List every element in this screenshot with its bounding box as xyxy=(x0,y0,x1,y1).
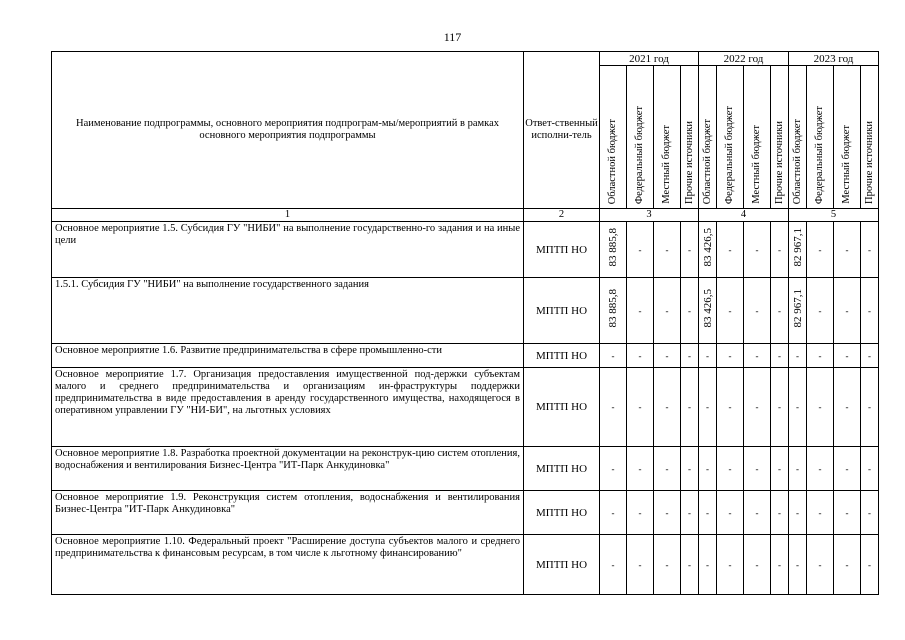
empty-value: - xyxy=(699,368,717,447)
source-header xyxy=(600,66,627,209)
empty-value: - xyxy=(807,491,834,535)
budget-value-cell xyxy=(600,278,627,344)
empty-value: - xyxy=(600,535,627,595)
empty-value: - xyxy=(834,368,861,447)
budget-value-cell xyxy=(699,222,717,278)
empty-value: - xyxy=(681,222,699,278)
measure-name: Основное мероприятие 1.7. Организация предоставления имущественной под-держки субъектам малого и среднего предпринимательства и организациям ин-фраструктуры поддержки предпринимательства в виде предоставления в аренду государственного имущества, находящегося в оперативном управлении ГУ "НИ-БИ", на льготных условиях xyxy=(52,368,524,447)
table-row xyxy=(52,344,879,368)
empty-value: - xyxy=(807,368,834,447)
source-header xyxy=(699,66,717,209)
empty-value: - xyxy=(681,491,699,535)
budget-value-cell xyxy=(789,278,807,344)
header-responsible: Ответ-ственный исполни-тель xyxy=(524,52,600,209)
budget-value: 83 426,5 xyxy=(701,228,714,267)
empty-value: - xyxy=(654,222,681,278)
empty-value: - xyxy=(807,278,834,344)
page-number: 117 xyxy=(443,30,462,44)
empty-value: - xyxy=(861,491,879,535)
empty-value: - xyxy=(771,344,789,368)
empty-value: - xyxy=(744,344,771,368)
source-header xyxy=(861,66,879,209)
col-number: 4 xyxy=(699,209,789,222)
empty-value: - xyxy=(681,447,699,491)
empty-value: - xyxy=(681,278,699,344)
source-header xyxy=(681,66,699,209)
empty-value: - xyxy=(771,447,789,491)
empty-value: - xyxy=(789,535,807,595)
empty-value: - xyxy=(789,368,807,447)
empty-value: - xyxy=(654,278,681,344)
empty-value: - xyxy=(744,278,771,344)
source-label: Федеральный бюджет xyxy=(724,105,735,204)
empty-value: - xyxy=(861,368,879,447)
empty-value: - xyxy=(744,491,771,535)
empty-value: - xyxy=(654,368,681,447)
table-row xyxy=(52,278,879,344)
table-row xyxy=(52,222,879,278)
col-number: 1 xyxy=(52,209,524,222)
measure-name: Основное мероприятие 1.10. Федеральный проект "Расширение доступа субъектов малого и среднего предпринимательства к финансовым ресурсам, в том числе к льготному финансированию" xyxy=(52,535,524,595)
empty-value: - xyxy=(744,535,771,595)
empty-value: - xyxy=(600,491,627,535)
source-header xyxy=(627,66,654,209)
source-label: Местный бюджет xyxy=(841,125,852,204)
empty-value: - xyxy=(600,368,627,447)
empty-value: - xyxy=(717,278,744,344)
source-label: Областной бюджет xyxy=(701,118,713,204)
source-label: Прочие источники xyxy=(863,121,875,204)
responsible-executor: МПТП НО xyxy=(524,491,600,535)
empty-value: - xyxy=(771,535,789,595)
empty-value: - xyxy=(834,491,861,535)
empty-value: - xyxy=(717,368,744,447)
empty-value: - xyxy=(861,447,879,491)
responsible-executor: МПТП НО xyxy=(524,368,600,447)
empty-value: - xyxy=(681,344,699,368)
empty-value: - xyxy=(717,447,744,491)
year-2023: 2023 год xyxy=(789,52,879,66)
empty-value: - xyxy=(834,535,861,595)
table-row xyxy=(52,368,879,447)
col-number: 3 xyxy=(600,209,699,222)
empty-value: - xyxy=(789,344,807,368)
empty-value: - xyxy=(771,368,789,447)
empty-value: - xyxy=(699,535,717,595)
empty-value: - xyxy=(627,535,654,595)
measure-name: Основное мероприятие 1.8. Разработка проектной документации на реконструк-цию систем отопления, водоснабжения и вентилирования Бизнес-Центра "ИТ-Парк Анкудиновка" xyxy=(52,447,524,491)
empty-value: - xyxy=(681,368,699,447)
empty-value: - xyxy=(600,344,627,368)
empty-value: - xyxy=(699,447,717,491)
empty-value: - xyxy=(699,344,717,368)
budget-value-cell xyxy=(600,222,627,278)
empty-value: - xyxy=(681,535,699,595)
empty-value: - xyxy=(861,344,879,368)
empty-value: - xyxy=(699,491,717,535)
col-number: 2 xyxy=(524,209,600,222)
empty-value: - xyxy=(654,344,681,368)
source-header xyxy=(807,66,834,209)
budget-value-cell xyxy=(789,222,807,278)
empty-value: - xyxy=(807,535,834,595)
source-label: Областной бюджет xyxy=(791,118,803,204)
col-number: 5 xyxy=(789,209,879,222)
responsible-executor: МПТП НО xyxy=(524,222,600,278)
responsible-executor: МПТП НО xyxy=(524,535,600,595)
empty-value: - xyxy=(654,491,681,535)
source-label: Федеральный бюджет xyxy=(634,105,645,204)
empty-value: - xyxy=(717,222,744,278)
empty-value: - xyxy=(861,535,879,595)
budget-value: 82 967,1 xyxy=(791,289,804,328)
header-name: Наименование подпрограммы, основного мероприятия подпрограм-мы/мероприятий в рамках основного мероприятия подпрограммы xyxy=(52,52,524,209)
empty-value: - xyxy=(627,344,654,368)
source-header xyxy=(717,66,744,209)
empty-value: - xyxy=(771,222,789,278)
source-label: Местный бюджет xyxy=(751,125,762,204)
responsible-executor: МПТП НО xyxy=(524,278,600,344)
empty-value: - xyxy=(744,368,771,447)
source-label: Федеральный бюджет xyxy=(814,105,825,204)
empty-value: - xyxy=(834,447,861,491)
source-label: Областной бюджет xyxy=(607,118,618,204)
budget-table xyxy=(51,51,879,595)
source-header xyxy=(654,66,681,209)
year-2021: 2021 год xyxy=(600,52,699,66)
measure-name: 1.5.1. Субсидия ГУ "НИБИ" на выполнение государственного задания xyxy=(52,278,524,344)
empty-value: - xyxy=(789,447,807,491)
source-header xyxy=(834,66,861,209)
year-2022: 2022 год xyxy=(699,52,789,66)
empty-value: - xyxy=(771,491,789,535)
responsible-executor: МПТП НО xyxy=(524,447,600,491)
empty-value: - xyxy=(654,535,681,595)
table-row xyxy=(52,447,879,491)
empty-value: - xyxy=(834,222,861,278)
empty-value: - xyxy=(627,491,654,535)
empty-value: - xyxy=(717,344,744,368)
source-header xyxy=(789,66,807,209)
empty-value: - xyxy=(717,491,744,535)
empty-value: - xyxy=(861,222,879,278)
measure-name: Основное мероприятие 1.6. Развитие предпринимательства в сфере промышленно-сти xyxy=(52,344,524,368)
empty-value: - xyxy=(807,447,834,491)
empty-value: - xyxy=(654,447,681,491)
empty-value: - xyxy=(771,278,789,344)
column-numbers-row xyxy=(52,209,879,222)
empty-value: - xyxy=(627,368,654,447)
empty-value: - xyxy=(807,344,834,368)
source-header xyxy=(744,66,771,209)
empty-value: - xyxy=(627,222,654,278)
budget-value: 82 967,1 xyxy=(791,228,804,267)
empty-value: - xyxy=(744,447,771,491)
empty-value: - xyxy=(834,278,861,344)
budget-value: 83 426,5 xyxy=(701,289,714,328)
source-header xyxy=(771,66,789,209)
table-row xyxy=(52,491,879,535)
budget-value-cell xyxy=(699,278,717,344)
empty-value: - xyxy=(627,447,654,491)
empty-value: - xyxy=(744,222,771,278)
source-label: Прочие источники xyxy=(773,121,785,204)
measure-name: Основное мероприятие 1.5. Субсидия ГУ "НИБИ" на выполнение государственно-го задания и на иные цели xyxy=(52,222,524,278)
measure-name: Основное мероприятие 1.9. Реконструкция систем отопления, водоснабжения и вентилирования Бизнес-Центра "ИТ-Парк Анкудиновка" xyxy=(52,491,524,535)
empty-value: - xyxy=(627,278,654,344)
empty-value: - xyxy=(807,222,834,278)
empty-value: - xyxy=(717,535,744,595)
empty-value: - xyxy=(789,491,807,535)
table-row xyxy=(52,535,879,595)
source-label: Местный бюджет xyxy=(661,125,672,204)
empty-value: - xyxy=(834,344,861,368)
source-label: Прочие источники xyxy=(683,121,695,204)
budget-value: 83 885,8 xyxy=(607,228,619,267)
budget-value: 83 885,8 xyxy=(607,289,619,328)
responsible-executor: МПТП НО xyxy=(524,344,600,368)
empty-value: - xyxy=(600,447,627,491)
empty-value: - xyxy=(861,278,879,344)
